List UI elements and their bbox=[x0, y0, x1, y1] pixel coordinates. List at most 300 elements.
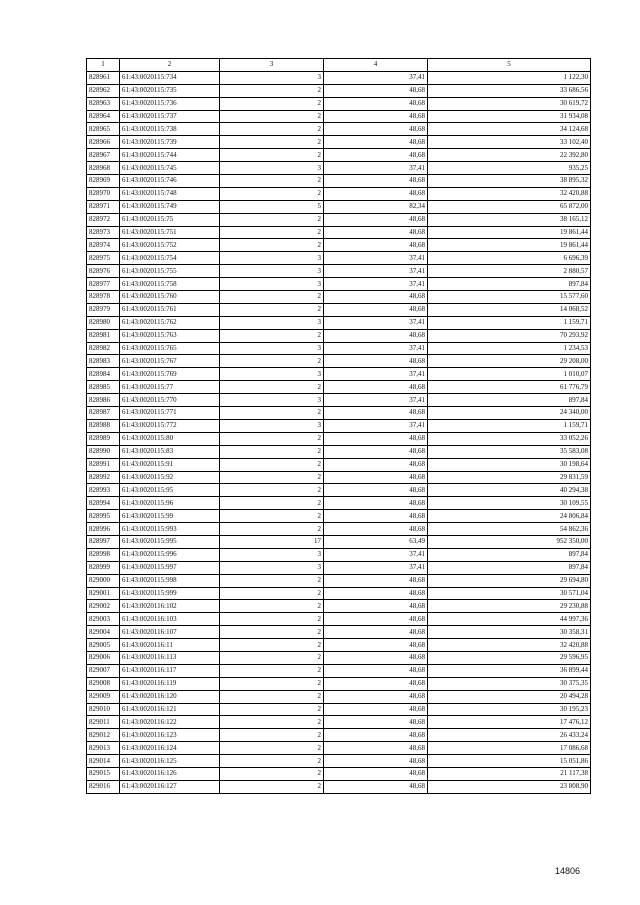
cell-cadastral-number: 61:43:0020115:997 bbox=[120, 561, 220, 574]
cell-value: 34 124,68 bbox=[428, 123, 591, 136]
cell-value: 19 861,44 bbox=[428, 226, 591, 239]
table-row bbox=[87, 381, 591, 394]
cell-cadastral-number: 61:43:0020115:734 bbox=[120, 71, 220, 84]
cell-cadastral-number: 61:43:0020115:767 bbox=[120, 355, 220, 368]
cell-cadastral-number: 61:43:0020116:127 bbox=[120, 780, 220, 793]
cell-value: 30 619,72 bbox=[428, 97, 591, 110]
cell-cadastral-number: 61:43:0020116:113 bbox=[120, 651, 220, 664]
cell-record-id: 828968 bbox=[87, 162, 120, 175]
table-row bbox=[87, 84, 591, 97]
cell-record-id: 828988 bbox=[87, 419, 120, 432]
table-row bbox=[87, 510, 591, 523]
cell-cadastral-number: 61:43:0020115:96 bbox=[120, 497, 220, 510]
cell-room-count: 2 bbox=[220, 329, 324, 342]
cell-cadastral-number: 61:43:0020116:126 bbox=[120, 767, 220, 780]
cell-record-id: 828981 bbox=[87, 329, 120, 342]
cell-cadastral-number: 61:43:0020116:103 bbox=[120, 613, 220, 626]
cell-record-id: 828970 bbox=[87, 187, 120, 200]
cell-record-id: 829000 bbox=[87, 574, 120, 587]
cell-value: 35 583,08 bbox=[428, 445, 591, 458]
cell-record-id: 828971 bbox=[87, 200, 120, 213]
cell-cadastral-number: 61:43:0020115:748 bbox=[120, 187, 220, 200]
table-header bbox=[87, 59, 591, 72]
cell-value: 36 899,44 bbox=[428, 664, 591, 677]
cell-room-count: 2 bbox=[220, 664, 324, 677]
cell-room-count: 3 bbox=[220, 252, 324, 265]
cell-record-id: 828982 bbox=[87, 342, 120, 355]
cell-cadastral-number: 61:43:0020115:746 bbox=[120, 175, 220, 188]
cell-area: 37,41 bbox=[324, 419, 428, 432]
cell-room-count: 3 bbox=[220, 316, 324, 329]
cell-value: 6 696,39 bbox=[428, 252, 591, 265]
cell-room-count: 2 bbox=[220, 716, 324, 729]
cell-cadastral-number: 61:43:0020115:739 bbox=[120, 136, 220, 149]
cell-record-id: 828974 bbox=[87, 239, 120, 252]
cell-record-id: 829003 bbox=[87, 613, 120, 626]
table-row bbox=[87, 729, 591, 742]
cell-room-count: 2 bbox=[220, 523, 324, 536]
table-row bbox=[87, 136, 591, 149]
cell-room-count: 2 bbox=[220, 626, 324, 639]
cell-record-id: 828978 bbox=[87, 291, 120, 304]
cell-value: 33 102,40 bbox=[428, 136, 591, 149]
table-row bbox=[87, 200, 591, 213]
cell-value: 44 997,36 bbox=[428, 613, 591, 626]
cell-record-id: 828992 bbox=[87, 471, 120, 484]
cell-value: 61 776,79 bbox=[428, 381, 591, 394]
cell-value: 897,84 bbox=[428, 561, 591, 574]
cell-record-id: 828993 bbox=[87, 484, 120, 497]
cell-record-id: 828989 bbox=[87, 432, 120, 445]
cell-area: 48,68 bbox=[324, 136, 428, 149]
cell-value: 32 420,88 bbox=[428, 639, 591, 652]
cell-record-id: 829004 bbox=[87, 626, 120, 639]
table-row bbox=[87, 303, 591, 316]
cell-record-id: 828964 bbox=[87, 110, 120, 123]
cell-area: 48,68 bbox=[324, 187, 428, 200]
cell-value: 30 198,64 bbox=[428, 458, 591, 471]
cell-cadastral-number: 61:43:0020115:758 bbox=[120, 278, 220, 291]
cell-room-count: 2 bbox=[220, 407, 324, 420]
table-row bbox=[87, 626, 591, 639]
cell-room-count: 3 bbox=[220, 71, 324, 84]
cell-area: 48,68 bbox=[324, 110, 428, 123]
table-row bbox=[87, 574, 591, 587]
cell-room-count: 3 bbox=[220, 394, 324, 407]
cell-value: 1 122,30 bbox=[428, 71, 591, 84]
cell-room-count: 2 bbox=[220, 239, 324, 252]
cell-cadastral-number: 61:43:0020115:751 bbox=[120, 226, 220, 239]
cell-room-count: 2 bbox=[220, 303, 324, 316]
cell-room-count: 2 bbox=[220, 291, 324, 304]
cell-value: 17 086,68 bbox=[428, 742, 591, 755]
cell-area: 82,34 bbox=[324, 200, 428, 213]
table-row bbox=[87, 432, 591, 445]
cell-room-count: 2 bbox=[220, 84, 324, 97]
cell-room-count: 2 bbox=[220, 613, 324, 626]
cell-room-count: 2 bbox=[220, 355, 324, 368]
table-row bbox=[87, 342, 591, 355]
cell-room-count: 2 bbox=[220, 175, 324, 188]
cell-record-id: 828979 bbox=[87, 303, 120, 316]
cell-record-id: 828983 bbox=[87, 355, 120, 368]
cell-value: 952 350,00 bbox=[428, 535, 591, 548]
cell-cadastral-number: 61:43:0020115:99 bbox=[120, 510, 220, 523]
cell-room-count: 2 bbox=[220, 458, 324, 471]
cell-record-id: 828973 bbox=[87, 226, 120, 239]
cell-area: 37,41 bbox=[324, 561, 428, 574]
table-row bbox=[87, 613, 591, 626]
cell-area: 37,41 bbox=[324, 342, 428, 355]
table-row bbox=[87, 291, 591, 304]
cell-room-count: 3 bbox=[220, 561, 324, 574]
cell-room-count: 2 bbox=[220, 123, 324, 136]
table-row bbox=[87, 523, 591, 536]
table-row bbox=[87, 677, 591, 690]
table-row bbox=[87, 187, 591, 200]
cell-area: 48,68 bbox=[324, 742, 428, 755]
header-row bbox=[87, 59, 591, 72]
cell-cadastral-number: 61:43:0020116:121 bbox=[120, 703, 220, 716]
cell-area: 37,41 bbox=[324, 252, 428, 265]
cell-cadastral-number: 61:43:0020116:117 bbox=[120, 664, 220, 677]
cell-record-id: 829010 bbox=[87, 703, 120, 716]
cell-record-id: 829015 bbox=[87, 767, 120, 780]
table-row bbox=[87, 355, 591, 368]
table-row bbox=[87, 123, 591, 136]
cell-room-count: 2 bbox=[220, 651, 324, 664]
table-row bbox=[87, 394, 591, 407]
cell-room-count: 2 bbox=[220, 574, 324, 587]
cell-cadastral-number: 61:43:0020115:998 bbox=[120, 574, 220, 587]
cell-value: 21 117,38 bbox=[428, 767, 591, 780]
cell-area: 48,68 bbox=[324, 291, 428, 304]
cell-record-id: 828962 bbox=[87, 84, 120, 97]
cell-value: 15 577,60 bbox=[428, 291, 591, 304]
cell-area: 48,68 bbox=[324, 729, 428, 742]
cell-value: 30 358,31 bbox=[428, 626, 591, 639]
cell-value: 38 165,12 bbox=[428, 213, 591, 226]
cell-area: 48,68 bbox=[324, 613, 428, 626]
table-body bbox=[87, 71, 591, 793]
cell-area: 48,68 bbox=[324, 574, 428, 587]
cell-record-id: 828995 bbox=[87, 510, 120, 523]
cell-room-count: 2 bbox=[220, 471, 324, 484]
page-number: 14806 bbox=[555, 866, 581, 876]
cell-cadastral-number: 61:43:0020116:11 bbox=[120, 639, 220, 652]
cell-cadastral-number: 61:43:0020115:761 bbox=[120, 303, 220, 316]
cell-area: 48,68 bbox=[324, 84, 428, 97]
cell-room-count: 2 bbox=[220, 445, 324, 458]
cell-area: 37,41 bbox=[324, 394, 428, 407]
cell-value: 38 895,32 bbox=[428, 175, 591, 188]
cell-record-id: 828975 bbox=[87, 252, 120, 265]
cell-area: 48,68 bbox=[324, 432, 428, 445]
cell-cadastral-number: 61:43:0020115:763 bbox=[120, 329, 220, 342]
cell-cadastral-number: 61:43:0020115:83 bbox=[120, 445, 220, 458]
cell-value: 40 294,38 bbox=[428, 484, 591, 497]
cell-cadastral-number: 61:43:0020116:107 bbox=[120, 626, 220, 639]
cell-area: 37,41 bbox=[324, 265, 428, 278]
table-row bbox=[87, 175, 591, 188]
cell-room-count: 3 bbox=[220, 278, 324, 291]
table-row bbox=[87, 548, 591, 561]
table-row bbox=[87, 755, 591, 768]
cell-area: 48,68 bbox=[324, 239, 428, 252]
cell-record-id: 828994 bbox=[87, 497, 120, 510]
cell-room-count: 2 bbox=[220, 767, 324, 780]
column-header-4: 4 bbox=[324, 59, 428, 72]
cell-value: 30 571,04 bbox=[428, 587, 591, 600]
cell-cadastral-number: 61:43:0020116:119 bbox=[120, 677, 220, 690]
cell-cadastral-number: 61:43:0020116:122 bbox=[120, 716, 220, 729]
table-row bbox=[87, 716, 591, 729]
cell-room-count: 2 bbox=[220, 600, 324, 613]
cell-area: 48,68 bbox=[324, 458, 428, 471]
table-row bbox=[87, 780, 591, 793]
table-row bbox=[87, 535, 591, 548]
table-row bbox=[87, 497, 591, 510]
cell-room-count: 2 bbox=[220, 97, 324, 110]
cell-room-count: 2 bbox=[220, 587, 324, 600]
cell-area: 48,68 bbox=[324, 226, 428, 239]
cell-record-id: 829014 bbox=[87, 755, 120, 768]
cell-record-id: 829016 bbox=[87, 780, 120, 793]
cell-record-id: 829007 bbox=[87, 664, 120, 677]
cell-cadastral-number: 61:43:0020115:749 bbox=[120, 200, 220, 213]
cell-area: 48,68 bbox=[324, 484, 428, 497]
cell-area: 37,41 bbox=[324, 71, 428, 84]
table-row bbox=[87, 278, 591, 291]
cell-record-id: 828963 bbox=[87, 97, 120, 110]
cell-record-id: 828997 bbox=[87, 535, 120, 548]
cell-cadastral-number: 61:43:0020115:75 bbox=[120, 213, 220, 226]
cell-value: 23 808,90 bbox=[428, 780, 591, 793]
cell-room-count: 2 bbox=[220, 226, 324, 239]
table-row bbox=[87, 162, 591, 175]
cell-value: 1 159,71 bbox=[428, 419, 591, 432]
table-row bbox=[87, 252, 591, 265]
cell-cadastral-number: 61:43:0020115:769 bbox=[120, 368, 220, 381]
cell-record-id: 829005 bbox=[87, 639, 120, 652]
cell-cadastral-number: 61:43:0020116:123 bbox=[120, 729, 220, 742]
cell-record-id: 829006 bbox=[87, 651, 120, 664]
cell-room-count: 2 bbox=[220, 432, 324, 445]
cell-cadastral-number: 61:43:0020116:125 bbox=[120, 755, 220, 768]
cell-cadastral-number: 61:43:0020115:770 bbox=[120, 394, 220, 407]
cell-area: 48,68 bbox=[324, 445, 428, 458]
cell-cadastral-number: 61:43:0020115:91 bbox=[120, 458, 220, 471]
cell-cadastral-number: 61:43:0020115:771 bbox=[120, 407, 220, 420]
cell-cadastral-number: 61:43:0020115:772 bbox=[120, 419, 220, 432]
cell-value: 54 862,36 bbox=[428, 523, 591, 536]
table-row bbox=[87, 587, 591, 600]
table-row bbox=[87, 71, 591, 84]
table-row bbox=[87, 445, 591, 458]
cell-room-count: 2 bbox=[220, 755, 324, 768]
cell-room-count: 3 bbox=[220, 368, 324, 381]
cell-value: 20 494,28 bbox=[428, 690, 591, 703]
cell-value: 897,84 bbox=[428, 278, 591, 291]
table-row bbox=[87, 226, 591, 239]
table-row bbox=[87, 213, 591, 226]
cell-cadastral-number: 61:43:0020115:738 bbox=[120, 123, 220, 136]
cell-room-count: 2 bbox=[220, 639, 324, 652]
cell-value: 29 694,80 bbox=[428, 574, 591, 587]
cell-record-id: 828977 bbox=[87, 278, 120, 291]
cell-room-count: 2 bbox=[220, 510, 324, 523]
table-row bbox=[87, 690, 591, 703]
table-row bbox=[87, 484, 591, 497]
column-header-5: 5 bbox=[428, 59, 591, 72]
cell-record-id: 829013 bbox=[87, 742, 120, 755]
cell-area: 48,68 bbox=[324, 175, 428, 188]
cell-cadastral-number: 61:43:0020115:80 bbox=[120, 432, 220, 445]
cell-area: 37,41 bbox=[324, 162, 428, 175]
cell-room-count: 2 bbox=[220, 497, 324, 510]
cell-record-id: 828987 bbox=[87, 407, 120, 420]
cell-cadastral-number: 61:43:0020115:95 bbox=[120, 484, 220, 497]
table-row bbox=[87, 458, 591, 471]
cell-room-count: 2 bbox=[220, 729, 324, 742]
cell-cadastral-number: 61:43:0020115:765 bbox=[120, 342, 220, 355]
cell-value: 1 234,53 bbox=[428, 342, 591, 355]
cell-area: 48,68 bbox=[324, 523, 428, 536]
cell-room-count: 2 bbox=[220, 780, 324, 793]
cell-record-id: 828998 bbox=[87, 548, 120, 561]
cell-value: 29 230,88 bbox=[428, 600, 591, 613]
table-row bbox=[87, 110, 591, 123]
cell-value: 26 433,24 bbox=[428, 729, 591, 742]
table-row bbox=[87, 407, 591, 420]
cell-room-count: 2 bbox=[220, 136, 324, 149]
cell-area: 48,68 bbox=[324, 381, 428, 394]
cell-record-id: 828969 bbox=[87, 175, 120, 188]
cell-value: 30 109,55 bbox=[428, 497, 591, 510]
cell-record-id: 828980 bbox=[87, 316, 120, 329]
cell-cadastral-number: 61:43:0020115:92 bbox=[120, 471, 220, 484]
table-row bbox=[87, 97, 591, 110]
cell-area: 48,68 bbox=[324, 651, 428, 664]
cell-area: 48,68 bbox=[324, 755, 428, 768]
cell-room-count: 3 bbox=[220, 548, 324, 561]
cell-record-id: 828967 bbox=[87, 149, 120, 162]
cell-value: 897,84 bbox=[428, 394, 591, 407]
cell-area: 37,41 bbox=[324, 316, 428, 329]
cell-area: 48,68 bbox=[324, 716, 428, 729]
cell-cadastral-number: 61:43:0020116:102 bbox=[120, 600, 220, 613]
cell-cadastral-number: 61:43:0020115:737 bbox=[120, 110, 220, 123]
cell-room-count: 17 bbox=[220, 535, 324, 548]
cell-room-count: 2 bbox=[220, 690, 324, 703]
cell-record-id: 828990 bbox=[87, 445, 120, 458]
cell-area: 48,68 bbox=[324, 213, 428, 226]
cell-record-id: 828965 bbox=[87, 123, 120, 136]
cell-area: 48,68 bbox=[324, 471, 428, 484]
cell-record-id: 829002 bbox=[87, 600, 120, 613]
cell-value: 65 872,00 bbox=[428, 200, 591, 213]
cell-area: 48,68 bbox=[324, 690, 428, 703]
cell-area: 48,68 bbox=[324, 639, 428, 652]
cell-value: 33 686,56 bbox=[428, 84, 591, 97]
cell-cadastral-number: 61:43:0020116:124 bbox=[120, 742, 220, 755]
cell-area: 48,68 bbox=[324, 600, 428, 613]
cell-area: 48,68 bbox=[324, 703, 428, 716]
cell-record-id: 828976 bbox=[87, 265, 120, 278]
cell-area: 48,68 bbox=[324, 97, 428, 110]
table-row bbox=[87, 703, 591, 716]
cell-value: 897,84 bbox=[428, 548, 591, 561]
cell-cadastral-number: 61:43:0020115:996 bbox=[120, 548, 220, 561]
table-row bbox=[87, 239, 591, 252]
cell-room-count: 2 bbox=[220, 703, 324, 716]
table-row bbox=[87, 651, 591, 664]
cell-room-count: 3 bbox=[220, 419, 324, 432]
cell-area: 48,68 bbox=[324, 407, 428, 420]
cell-cadastral-number: 61:43:0020115:995 bbox=[120, 535, 220, 548]
cell-cadastral-number: 61:43:0020115:745 bbox=[120, 162, 220, 175]
cell-cadastral-number: 61:43:0020115:999 bbox=[120, 587, 220, 600]
table-row bbox=[87, 600, 591, 613]
table-row bbox=[87, 742, 591, 755]
cell-area: 48,68 bbox=[324, 149, 428, 162]
cell-room-count: 3 bbox=[220, 265, 324, 278]
cell-record-id: 829008 bbox=[87, 677, 120, 690]
cell-record-id: 829001 bbox=[87, 587, 120, 600]
cell-cadastral-number: 61:43:0020115:77 bbox=[120, 381, 220, 394]
cell-area: 37,41 bbox=[324, 548, 428, 561]
cell-cadastral-number: 61:43:0020115:993 bbox=[120, 523, 220, 536]
cell-value: 29 831,59 bbox=[428, 471, 591, 484]
table-row bbox=[87, 265, 591, 278]
cell-record-id: 828999 bbox=[87, 561, 120, 574]
cell-value: 70 293,92 bbox=[428, 329, 591, 342]
cell-room-count: 5 bbox=[220, 200, 324, 213]
table-row bbox=[87, 471, 591, 484]
cell-cadastral-number: 61:43:0020115:762 bbox=[120, 316, 220, 329]
cell-record-id: 828996 bbox=[87, 523, 120, 536]
cell-cadastral-number: 61:43:0020115:755 bbox=[120, 265, 220, 278]
cell-area: 63,49 bbox=[324, 535, 428, 548]
cell-value: 1 010,07 bbox=[428, 368, 591, 381]
table-row bbox=[87, 368, 591, 381]
cell-room-count: 2 bbox=[220, 381, 324, 394]
cell-room-count: 2 bbox=[220, 677, 324, 690]
cell-area: 48,68 bbox=[324, 587, 428, 600]
cell-value: 24 340,00 bbox=[428, 407, 591, 420]
cell-cadastral-number: 61:43:0020115:744 bbox=[120, 149, 220, 162]
table-row bbox=[87, 149, 591, 162]
table-row bbox=[87, 664, 591, 677]
cell-value: 15 051,86 bbox=[428, 755, 591, 768]
cell-value: 31 934,08 bbox=[428, 110, 591, 123]
cell-area: 48,68 bbox=[324, 123, 428, 136]
cell-record-id: 829009 bbox=[87, 690, 120, 703]
cell-area: 48,68 bbox=[324, 355, 428, 368]
cell-room-count: 2 bbox=[220, 187, 324, 200]
cell-room-count: 2 bbox=[220, 742, 324, 755]
cell-record-id: 828985 bbox=[87, 381, 120, 394]
table-row bbox=[87, 767, 591, 780]
cell-record-id: 828991 bbox=[87, 458, 120, 471]
cell-value: 14 068,52 bbox=[428, 303, 591, 316]
cell-record-id: 828972 bbox=[87, 213, 120, 226]
cell-cadastral-number: 61:43:0020115:735 bbox=[120, 84, 220, 97]
cell-room-count: 3 bbox=[220, 162, 324, 175]
cell-cadastral-number: 61:43:0020116:120 bbox=[120, 690, 220, 703]
column-header-3: 3 bbox=[220, 59, 324, 72]
cell-area: 48,68 bbox=[324, 767, 428, 780]
